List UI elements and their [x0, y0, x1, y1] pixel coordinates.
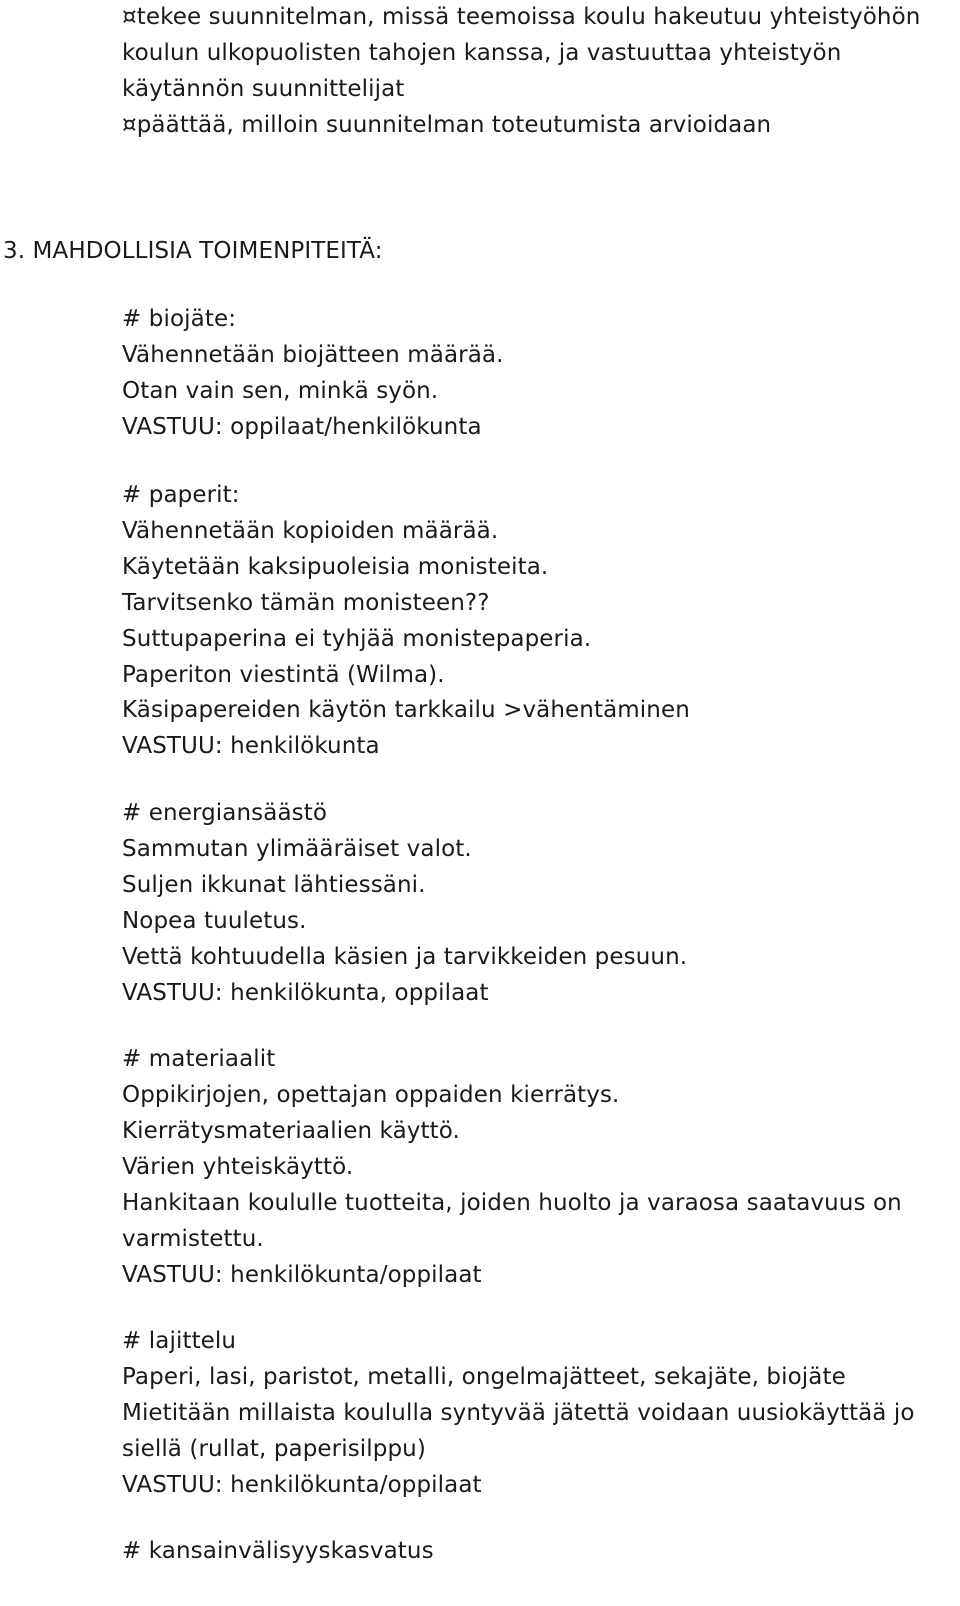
group-heading-lajittelu: # lajittelu: [122, 1328, 237, 1354]
group-line: Nopea tuuletus.: [122, 908, 307, 934]
group-line: VASTUU: henkilökunta: [122, 733, 380, 759]
group-line: Hankitaan koululle tuotteita, joiden huolto ja varaosa saatavuus on: [122, 1190, 902, 1216]
group-line: Mietitään millaista koululla syntyvää jätettä voidaan uusiokäyttää jo: [122, 1400, 915, 1426]
group-line: Vähennetään kopioiden määrää.: [122, 518, 499, 544]
intro-line: koulun ulkopuolisten tahojen kanssa, ja vastuuttaa yhteistyön: [122, 40, 842, 66]
section-title: 3. MAHDOLLISIA TOIMENPITEITÄ:: [3, 238, 383, 264]
intro-line: käytännön suunnittelijat: [122, 76, 405, 102]
group-line: VASTUU: henkilökunta/oppilaat: [122, 1472, 482, 1498]
group-heading-materiaalit: # materiaalit: [122, 1046, 276, 1072]
group-heading-kansainvalisyyskasvatus: # kansainvälisyyskasvatus: [122, 1538, 434, 1564]
group-line: Suttupaperina ei tyhjää monistepaperia.: [122, 626, 592, 652]
group-line: Paperi, lasi, paristot, metalli, ongelmajätteet, sekajäte, biojäte: [122, 1364, 846, 1390]
group-line: Vettä kohtuudella käsien ja tarvikkeiden pesuun.: [122, 944, 688, 970]
group-line: Sammutan ylimääräiset valot.: [122, 836, 472, 862]
group-heading-biojate: # biojäte:: [122, 306, 237, 332]
group-line: Tarvitsenko tämän monisteen??: [122, 590, 490, 616]
group-line: Kierrätysmateriaalien käyttö.: [122, 1118, 460, 1144]
group-heading-paperit: # paperit:: [122, 482, 240, 508]
group-line: VASTUU: oppilaat/henkilökunta: [122, 414, 482, 440]
group-heading-energiansaasto: # energiansäästö: [122, 800, 328, 826]
group-line: Käsipapereiden käytön tarkkailu >vähentäminen: [122, 697, 690, 723]
group-line: Käytetään kaksipuoleisia monisteita.: [122, 554, 549, 580]
group-line: Paperiton viestintä (Wilma).: [122, 662, 445, 688]
group-line: Värien yhteiskäyttö.: [122, 1154, 354, 1180]
group-line: Vähennetään biojätteen määrää.: [122, 342, 504, 368]
group-line: Oppikirjojen, opettajan oppaiden kierrätys.: [122, 1082, 620, 1108]
intro-line: ¤päättää, milloin suunnitelman toteutumista arvioidaan: [122, 112, 772, 138]
intro-line: ¤tekee suunnitelman, missä teemoissa koulu hakeutuu yhteistyöhön: [122, 4, 921, 30]
group-line: siellä (rullat, paperisilppu): [122, 1436, 426, 1462]
group-line: VASTUU: henkilökunta, oppilaat: [122, 980, 489, 1006]
group-line: Otan vain sen, minkä syön.: [122, 378, 439, 404]
group-line: Suljen ikkunat lähtiessäni.: [122, 872, 426, 898]
group-line: varmistettu.: [122, 1226, 264, 1252]
group-line: VASTUU: henkilökunta/oppilaat: [122, 1262, 482, 1288]
